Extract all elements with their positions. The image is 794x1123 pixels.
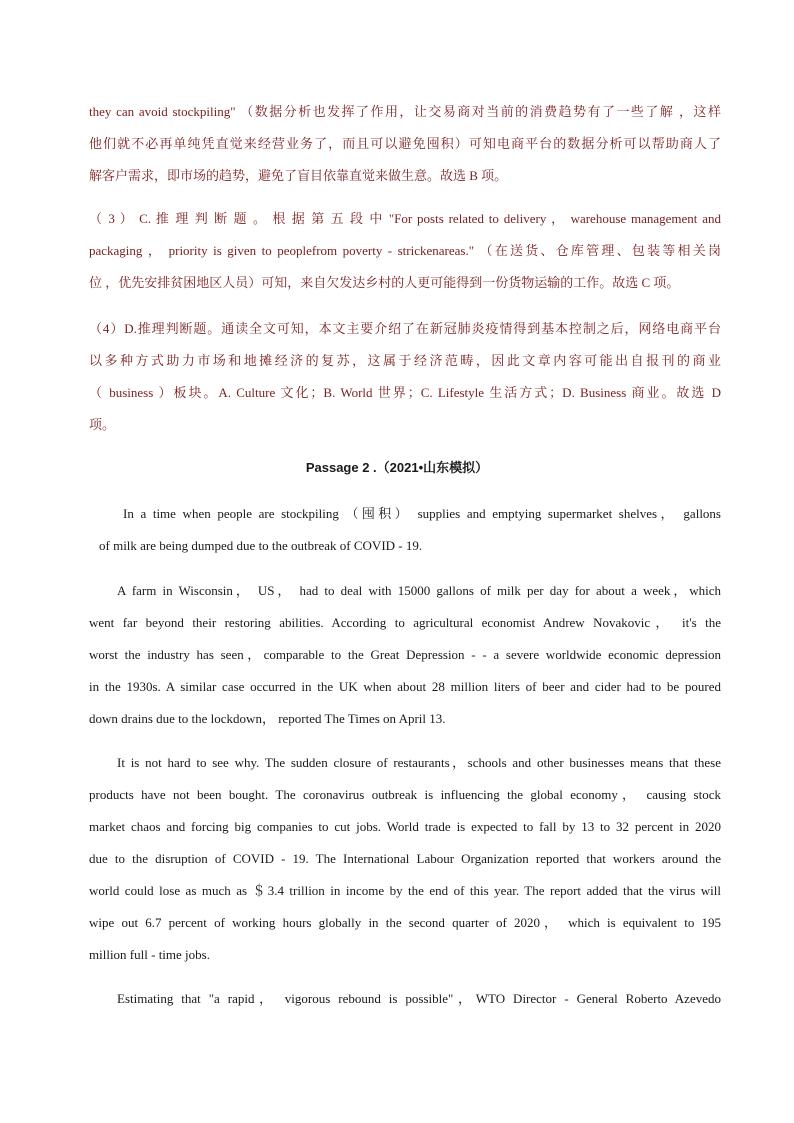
answer-item-2-continuation	[89, 96, 721, 192]
text-line: went far beyond their restoring abilities. According to agricultural economist Andrew Novakovic， it's the	[89, 615, 721, 630]
text-line: A farm in Wisconsin， US， had to deal with 15000 gallons of milk per day for about a week，which	[117, 583, 721, 598]
answer-item-3	[89, 203, 721, 299]
text-line: （ 3 ） C. 推 理 判 断 题 。 根 据 第 五 段 中 "For posts related to delivery ， warehouse management and	[89, 211, 721, 226]
text-line: they can avoid stockpiling" （数据分析也发挥了作用，让交易商对当前的消费趋势有了一些了解 ，这样	[89, 104, 721, 119]
text-line: in the 1930s. A similar case occurred in the UK when about 28 million liters of beer and cider had to be poured	[89, 679, 721, 694]
text-line: of milk are being dumped due to the outbreak of COVID - 19.	[99, 538, 423, 553]
text-line: 解客户需求，即市场的趋势，避免了盲目依靠直觉来做生意。故选 B 项。	[89, 168, 508, 183]
text-line: （ business ）板块。A. Culture 文化；B. World 世界；C. Lifestyle 生活方式；D. Business 商业。故选 D	[89, 385, 721, 400]
text-line: million full - time jobs.	[89, 947, 210, 962]
text-line: packaging ， priority is given to peoplefrom poverty - strickenareas." （在送货、仓库管理、包装等相关岗	[89, 243, 721, 258]
text-line: market chaos and forcing big companies to cut jobs. World trade is expected to fall by 13 to 32 percent in 2020	[89, 819, 721, 834]
text-line: wipe out 6.7 percent of working hours globally in the second quarter of 2020， which is equivalent to 195	[89, 915, 721, 930]
passage-paragraph-2	[89, 575, 721, 735]
text-line: Estimating that "a rapid， vigorous rebound is possible"，WTO Director - General Roberto Azevedo	[117, 991, 721, 1006]
text-line: 以多种方式助力市场和地摊经济的复苏，这属于经济范畴，因此文章内容可能出自报刊的商业	[89, 353, 721, 368]
text-line: 项。	[89, 417, 116, 432]
text-line: In a time when people are stockpiling （囤积） supplies and emptying supermarket shelves， gallons	[123, 506, 721, 521]
text-line: 他们就不必再单纯凭直觉来经营业务了，而且可以避免囤积）可知电商平台的数据分析可以帮助商人了	[89, 136, 721, 151]
text-line: 位 ，优先安排贫困地区人员）可知，来自欠发达乡村的人更可能得到一份货物运输的工作。故选 C 项。	[89, 275, 680, 290]
passage-paragraph-1	[89, 498, 721, 562]
text-line: It is not hard to see why. The sudden closure of restaurants，schools and other businesses means that these	[117, 755, 721, 770]
text-line: worst the industry has seen，comparable to the Great Depression - - a severe worldwide economic depression	[89, 647, 721, 662]
passage-paragraph-3	[89, 747, 721, 971]
answer-item-4	[89, 313, 721, 441]
text-line: （4）D.推理判断题。通读全文可知，本文主要介绍了在新冠肺炎疫情得到基本控制之后，网络电商平台	[89, 321, 721, 336]
text-line: down drains due to the lockdown， reported The Times on April 13.	[89, 711, 446, 726]
passage-title: Passage 2 .（2021•山东模拟）	[305, 460, 489, 475]
text-line: products have not been bought. The coronavirus outbreak is influencing the global economy， causing stock	[89, 787, 721, 802]
text-line: due to the disruption of COVID - 19. The International Labour Organization reported that workers around the	[89, 851, 721, 866]
text-line: world could lose as much as ＄3.4 trillion in income by the end of this year. The report added that the virus will	[89, 883, 721, 898]
passage-paragraph-4	[89, 983, 721, 1015]
